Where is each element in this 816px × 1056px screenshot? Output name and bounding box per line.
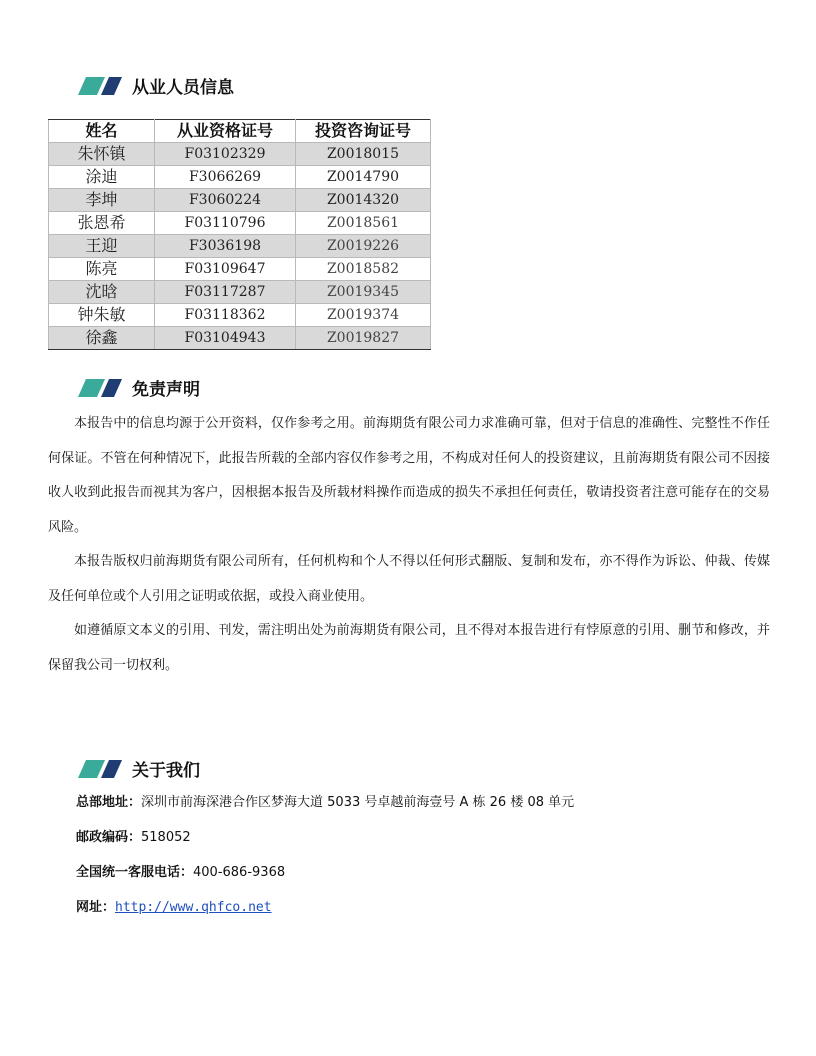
qualification-number: F03117287 [155, 281, 296, 304]
staff-name: 徐鑫 [49, 327, 155, 350]
column-header-consulting: 投资咨询证号 [296, 120, 431, 143]
consulting-number: Z0019226 [296, 235, 431, 258]
consulting-number: Z0018015 [296, 143, 431, 166]
postcode-row [76, 824, 676, 859]
staff-name: 涂迪 [49, 166, 155, 189]
staff-name: 张恩希 [49, 212, 155, 235]
qualification-number: F03102329 [155, 143, 296, 166]
qualification-number: F3066269 [155, 166, 296, 189]
disclaimer-paragraph: 如遵循原文本义的引用、刊发，需注明出处为前海期货有限公司，且不得对本报告进行有悖原意的引用、删节和修改，并保留我公司一切权利。 [48, 623, 770, 673]
section-title: 从业人员信息 [132, 78, 234, 98]
consulting-number: Z0014790 [296, 166, 431, 189]
section-bars-icon [78, 77, 122, 95]
disclaimer-paragraph: 本报告中的信息均源于公开资料，仅作参考之用。前海期货有限公司力求准确可靠，但对于信息的准确性、完整性不作任何保证。不管在何种情况下，此报告所载的全部内容仅作参考之用，不构成对任何人的投资建议，且前海期货有限公司不因接收人收到此报告而视其为客户，因根据本报告及所载材料操作而造成的损失不承担任何责任，敬请投资者注意可能存在的交易风险。 [48, 416, 770, 535]
consulting-number: Z0014320 [296, 189, 431, 212]
table-row [49, 281, 431, 304]
contact-info [76, 789, 676, 929]
column-header-qualification: 从业资格证号 [155, 120, 296, 143]
table-row [49, 189, 431, 212]
staff-name: 李坤 [49, 189, 155, 212]
qualification-number: F03118362 [155, 304, 296, 327]
staff-name: 沈晗 [49, 281, 155, 304]
consulting-number: Z0018582 [296, 258, 431, 281]
table-row [49, 258, 431, 281]
section-bars-icon [78, 760, 122, 778]
postcode-value: 518052 [141, 830, 191, 845]
table-row [49, 212, 431, 235]
hotline-label: 全国统一客服电话： [76, 865, 194, 880]
qualification-number: F3060224 [155, 189, 296, 212]
table-row [49, 327, 431, 350]
section-heading-disclaimer [78, 375, 200, 400]
qualification-number: F3036198 [155, 235, 296, 258]
qualification-number: F03109647 [155, 258, 296, 281]
hotline-value: 400-686-9368 [193, 865, 286, 880]
table-row [49, 166, 431, 189]
section-heading-about [78, 756, 200, 781]
website-row [76, 894, 676, 929]
staff-table [48, 119, 431, 350]
column-header-name: 姓名 [49, 120, 155, 143]
staff-name: 朱怀镇 [49, 143, 155, 166]
section-bars-icon [78, 379, 122, 397]
table-row [49, 304, 431, 327]
consulting-number: Z0019374 [296, 304, 431, 327]
address-row [76, 789, 676, 824]
table-header-row [49, 120, 431, 143]
table-row [49, 235, 431, 258]
address-value: 深圳市前海深港合作区梦海大道 5033 号卓越前海壹号 A 栋 26 楼 08 单元 [141, 795, 575, 810]
qualification-number: F03104943 [155, 327, 296, 350]
table-row [49, 143, 431, 166]
disclaimer-paragraph: 本报告版权归前海期货有限公司所有，任何机构和个人不得以任何形式翻版、复制和发布，亦不得作为诉讼、仲裁、传媒及任何单位或个人引用之证明或依据，或投入商业使用。 [48, 554, 770, 604]
consulting-number: Z0018561 [296, 212, 431, 235]
hotline-row [76, 859, 676, 894]
website-label: 网址： [76, 900, 116, 915]
disclaimer-body [48, 407, 770, 683]
section-heading-staff [78, 73, 234, 98]
qualification-number: F03110796 [155, 212, 296, 235]
staff-name: 钟朱敏 [49, 304, 155, 327]
consulting-number: Z0019827 [296, 327, 431, 350]
section-title: 免责声明 [132, 380, 200, 400]
consulting-number: Z0019345 [296, 281, 431, 304]
postcode-label: 邮政编码： [76, 830, 142, 845]
section-title: 关于我们 [132, 761, 200, 781]
staff-name: 陈亮 [49, 258, 155, 281]
address-label: 总部地址： [76, 795, 142, 810]
staff-name: 王迎 [49, 235, 155, 258]
website-link[interactable]: http://www.qhfco.net [115, 900, 272, 915]
